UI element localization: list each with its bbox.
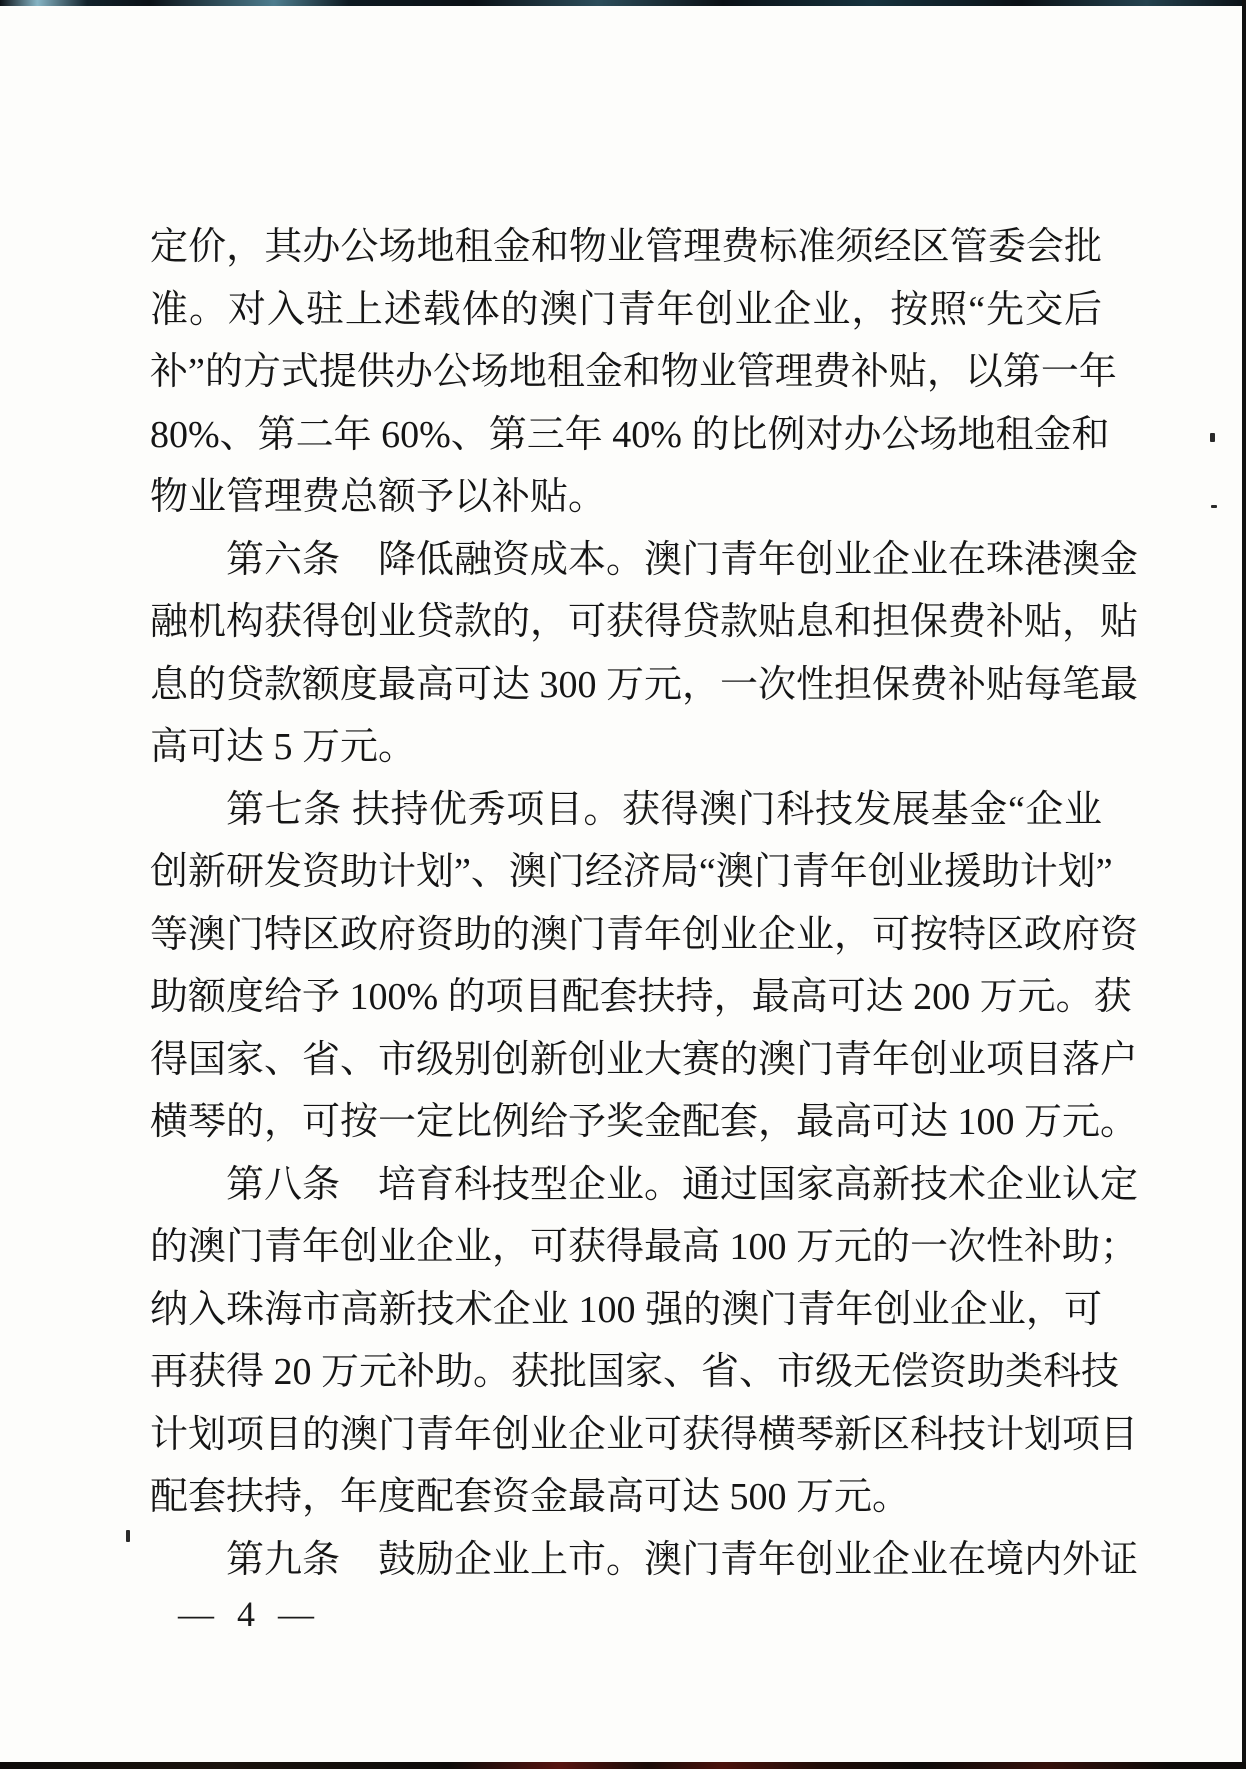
text-line: 80%、第二年 60%、第三年 40% 的比例对办公场地租金和: [150, 413, 1110, 456]
page-number: — 4 —: [178, 1594, 321, 1634]
text-line: 等澳门特区政府资助的澳门青年创业企业，可按特区政府资: [150, 913, 1139, 956]
text-line-article-8: 第八条 培育科技型企业。通过国家高新技术企业认定: [226, 1163, 1139, 1206]
scan-speck: [126, 1530, 130, 1542]
text-line: 准。对入驻上述载体的澳门青年创业企业，按照“先交后: [150, 288, 1102, 331]
text-line-article-6: 第六条 降低融资成本。澳门青年创业企业在珠港澳金: [226, 538, 1139, 581]
text-line: 息的贷款额度最高可达 300 万元，一次性担保费补贴每笔最: [150, 663, 1139, 706]
text-line: 纳入珠海市高新技术企业 100 强的澳门青年创业企业，可: [150, 1288, 1102, 1331]
scan-edge-bottom: [0, 1762, 1246, 1769]
text-line: 得国家、省、市级别创新创业大赛的澳门青年创业项目落户: [150, 1038, 1139, 1081]
text-line-paragraph-end: 配套扶持，年度配套资金最高可达 500 万元。: [150, 1476, 911, 1518]
text-line-paragraph-end: 高可达 5 万元。: [150, 726, 417, 768]
text-line: 的澳门青年创业企业，可获得最高 100 万元的一次性补助；: [150, 1226, 1139, 1268]
text-line: 横琴的，可按一定比例给予奖金配套，最高可达 100 万元。: [150, 1101, 1139, 1143]
scan-speck: [1211, 505, 1217, 508]
scan-edge-right: [1242, 0, 1246, 1769]
text-line: 创新研发资助计划”、澳门经济局“澳门青年创业援助计划”: [150, 851, 1113, 893]
text-line-article-7: 第七条 扶持优秀项目。获得澳门科技发展基金“企业: [226, 788, 1102, 831]
text-line-article-9: 第九条 鼓励企业上市。澳门青年创业企业在境内外证: [226, 1538, 1139, 1581]
document-body-text: [150, 216, 1139, 1591]
scan-speck: [1210, 433, 1215, 442]
text-line: 助额度给予 100% 的项目配套扶持，最高可达 200 万元。获: [150, 976, 1132, 1018]
text-line: 定价，其办公场地租金和物业管理费标准须经区管委会批: [150, 226, 1102, 268]
text-line: 再获得 20 万元补助。获批国家、省、市级无偿资助类科技: [150, 1351, 1120, 1393]
text-line: 融机构获得创业贷款的，可获得贷款贴息和担保费补贴，贴: [150, 601, 1139, 643]
text-line: 计划项目的澳门青年创业企业可获得横琴新区科技计划项目: [150, 1413, 1139, 1456]
text-line-paragraph-end: 物业管理费总额予以补贴。: [150, 476, 607, 518]
text-line: 补”的方式提供办公场地租金和物业管理费补贴，以第一年: [150, 351, 1117, 393]
scan-edge-top: [0, 0, 1246, 6]
